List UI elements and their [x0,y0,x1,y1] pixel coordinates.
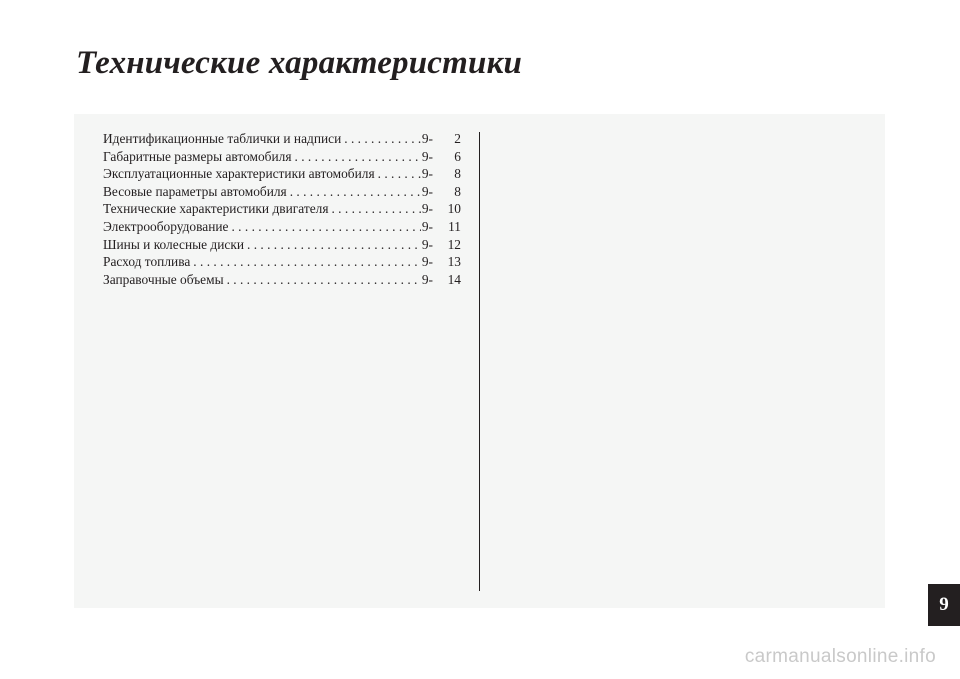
toc-entry[interactable] [103,165,461,183]
toc-entry-label: Электрооборудование [103,218,229,234]
toc-entry-page: 8 [454,166,461,182]
toc-leader-dots [287,183,421,201]
toc-entry-chapter: 9- [421,166,433,182]
toc-entry-chapter: 9- [421,183,433,199]
toc-leader-dots [328,200,420,218]
toc-entry[interactable] [103,271,461,289]
toc-entry-label: Расход топлива [103,254,191,270]
toc-entry-page: 8 [454,183,461,199]
toc-entry-chapter: 9- [421,148,433,164]
toc-leader-dots [228,218,420,236]
toc-entry-page: 12 [447,236,461,252]
watermark: carmanualsonline.info [744,646,936,667]
toc-entry-chapter: 9- [421,218,433,234]
toc-leader-dots [224,271,421,289]
toc-entry-page: 13 [447,254,461,270]
toc-entry[interactable] [103,148,461,166]
toc-entry[interactable] [103,253,461,271]
toc-entry-page: 2 [454,131,461,146]
toc-entry[interactable] [103,183,461,201]
toc-entry-label: Весовые параметры автомобиля [103,183,287,199]
toc-entry-label: Технические характеристики двигателя [103,201,329,217]
toc-entry-chapter: 9- [421,236,433,252]
toc-entry-label: Эксплуатационные характеристики автомобиля [103,166,375,182]
toc-entry-page: 14 [447,271,461,287]
toc-entry-chapter: 9- [421,254,433,270]
toc-entry-page: 11 [448,218,461,234]
toc-entry[interactable] [103,130,461,148]
chapter-tab[interactable]: 9 [928,584,960,626]
toc-entry-chapter: 9- [421,201,433,217]
table-of-contents [103,130,461,288]
toc-entry[interactable] [103,200,461,218]
toc-leader-dots [375,165,421,183]
toc-leader-dots [341,130,421,148]
toc-leader-dots [244,236,421,254]
toc-entry[interactable] [103,218,461,236]
toc-entry-chapter: 9- [421,271,433,287]
toc-entry-label: Шины и колесные диски [103,236,244,252]
column-divider [479,132,480,591]
toc-entry-label: Габаритные размеры автомобиля [103,148,292,164]
page-title: Технические характеристики [76,45,523,81]
toc-entry-page: 6 [454,148,461,164]
toc-leader-dots [292,148,421,166]
toc-entry-chapter: 9- [421,131,433,146]
toc-entry[interactable] [103,236,461,254]
toc-entry-page: 10 [447,201,461,217]
toc-leader-dots [190,253,421,271]
toc-entry-label: Заправочные объемы [103,271,224,287]
toc-entry-label: Идентификационные таблички и надписи [103,131,342,146]
